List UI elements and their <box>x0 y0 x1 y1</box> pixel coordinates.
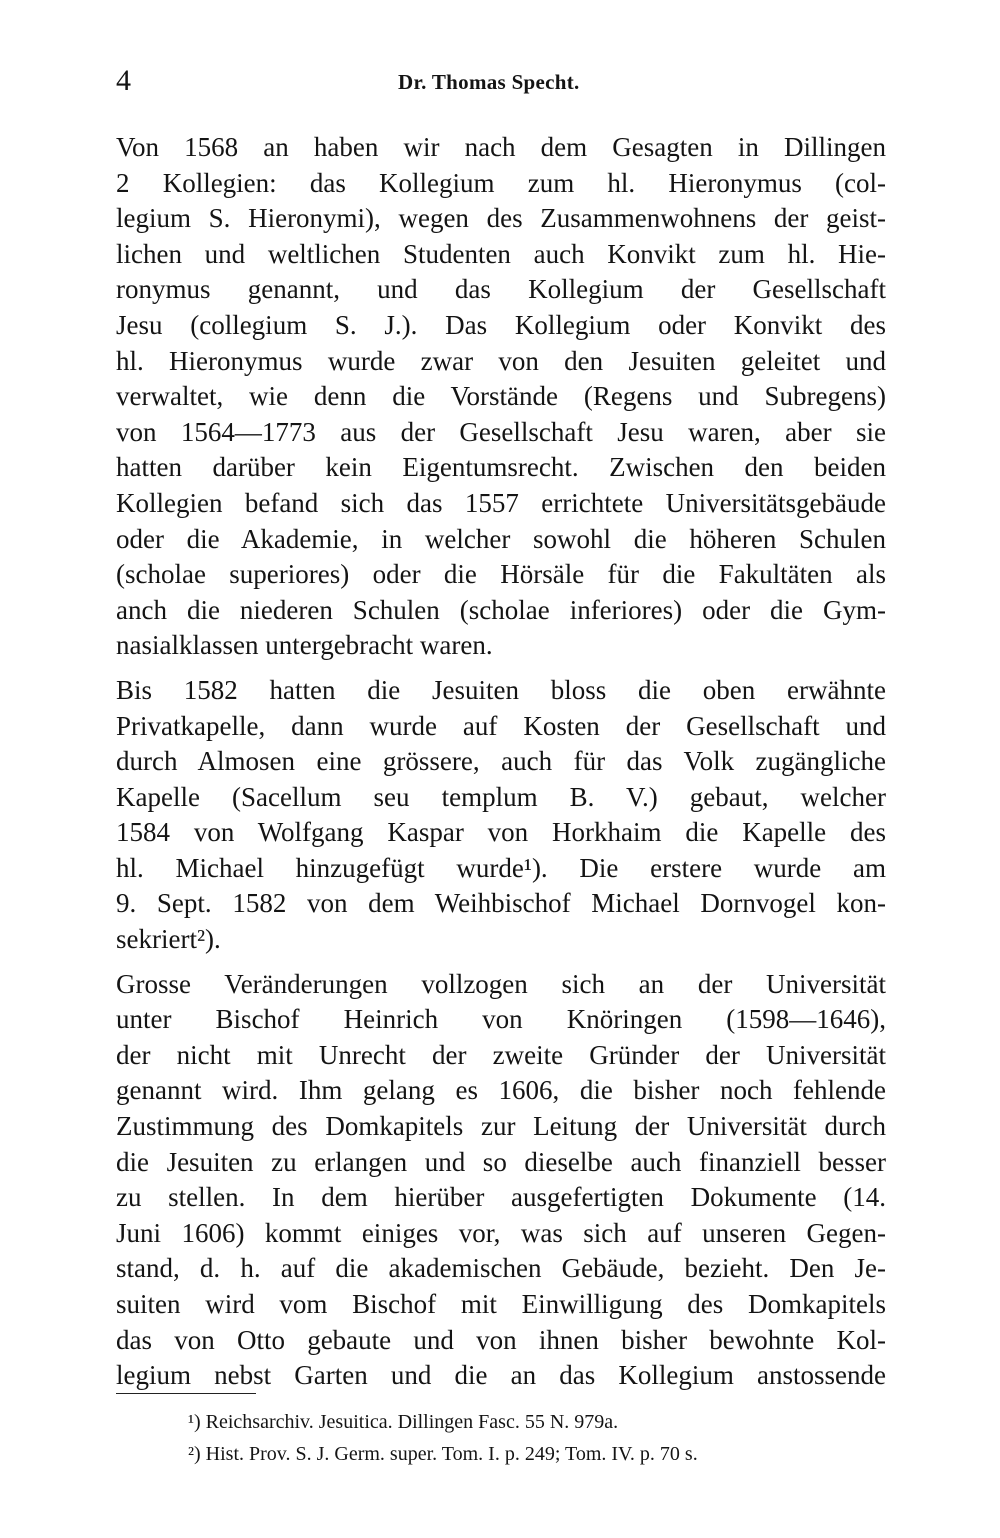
text-line: 2 Kollegien: das Kollegium zum hl. Hieronymus (col- <box>116 167 886 198</box>
body-text <box>116 130 886 1394</box>
text-line: suiten wird vom Bischof mit Einwilligung des Domkapitels <box>116 1289 886 1319</box>
text-line: zu stellen. In dem hierüber ausgefertigten Dokumente (14. <box>116 1182 886 1213</box>
text-line: hl. Hieronymus wurde zwar von den Jesuiten geleitet und <box>116 345 886 376</box>
text-line: Bis 1582 hatten die Jesuiten bloss die oben erwähnte <box>116 674 886 705</box>
text-line: anch die niederen Schulen (scholae inferiores) oder die Gym- <box>116 594 886 625</box>
page-number: 4 <box>116 64 131 97</box>
text-line: legium S. Hieronymi), wegen des Zusammenwohnens der geist- <box>116 203 886 234</box>
text-line-last: nasialklassen untergebracht waren. <box>116 630 493 661</box>
text-line: 9. Sept. 1582 von dem Weihbischof Michael Dornvogel kon- <box>116 888 886 919</box>
text-line: von 1564—1773 aus der Gesellschaft Jesu waren, aber sie <box>116 416 886 447</box>
text-line: lichen und weltlichen Studenten auch Konvikt zum hl. Hie- <box>116 238 886 269</box>
text-line: 1584 von Wolfgang Kaspar von Horkhaim die Kapelle des <box>116 817 886 848</box>
text-line: stand, d. h. auf die akademischen Gebäude, bezieht. Den Je- <box>116 1253 886 1284</box>
text-line: Jesu (collegium S. J.). Das Kollegium oder Konvikt des <box>116 309 886 340</box>
text-line: der nicht mit Unrecht der zweite Gründer der Universität <box>116 1039 886 1070</box>
text-line: Juni 1606) kommt einiges vor, was sich auf unseren Gegen- <box>116 1217 886 1248</box>
text-line: durch Almosen eine grössere, auch für das Volk zugängliche <box>116 746 886 777</box>
footnote-2: ²) Hist. Prov. S. J. Germ. super. Tom. I. p. 249; Tom. IV. p. 70 s. <box>188 1443 698 1465</box>
running-head: Dr. Thomas Specht. <box>398 70 580 94</box>
text-line: Grosse Veränderungen vollzogen sich an der Universität <box>116 968 886 999</box>
text-line: ronymus genannt, und das Kollegium der Gesellschaft <box>116 274 886 305</box>
text-line: verwaltet, wie denn die Vorstände (Regens und Subregens) <box>116 381 886 412</box>
text-line: die Jesuiten zu erlangen und so dieselbe auch finanziell besser <box>116 1146 886 1177</box>
paragraph-2 <box>116 673 886 958</box>
text-line: Von 1568 an haben wir nach dem Gesagten in Dillingen <box>116 132 886 162</box>
text-line: legium nebst Garten und die an das Kollegium anstossende <box>116 1360 886 1391</box>
paragraph-3 <box>116 967 886 1394</box>
text-line: hatten darüber kein Eigentumsrecht. Zwischen den beiden <box>116 452 886 483</box>
footnote-divider <box>116 1393 256 1394</box>
text-line: Kollegien befand sich das 1557 errichtete Universitätsgebäude <box>116 487 886 518</box>
paragraph-1 <box>116 130 886 664</box>
footnote-1: ¹) Reichsarchiv. Jesuitica. Dillingen Fasc. 55 N. 979a. <box>188 1411 619 1433</box>
text-line: genannt wird. Ihm gelang es 1606, die bisher noch fehlende <box>116 1075 886 1106</box>
text-line: Kapelle (Sacellum seu templum B. V.) gebaut, welcher <box>116 781 886 812</box>
text-line: (scholae superiores) oder die Hörsäle für die Fakultäten als <box>116 559 886 590</box>
text-line: Privatkapelle, dann wurde auf Kosten der Gesellschaft und <box>116 710 886 741</box>
text-line: das von Otto gebaute und von ihnen bisher bewohnte Kol- <box>116 1324 886 1355</box>
text-line: Zustimmung des Domkapitels zur Leitung der Universität durch <box>116 1111 886 1142</box>
text-line-last: sekriert²). <box>116 924 221 955</box>
text-line: hl. Michael hinzugefügt wurde¹). Die erstere wurde am <box>116 852 886 883</box>
page-header <box>116 64 886 104</box>
footnotes <box>116 1406 886 1470</box>
text-line: unter Bischof Heinrich von Knöringen (1598—1646), <box>116 1004 886 1035</box>
text-line: oder die Akademie, in welcher sowohl die höheren Schulen <box>116 523 886 554</box>
